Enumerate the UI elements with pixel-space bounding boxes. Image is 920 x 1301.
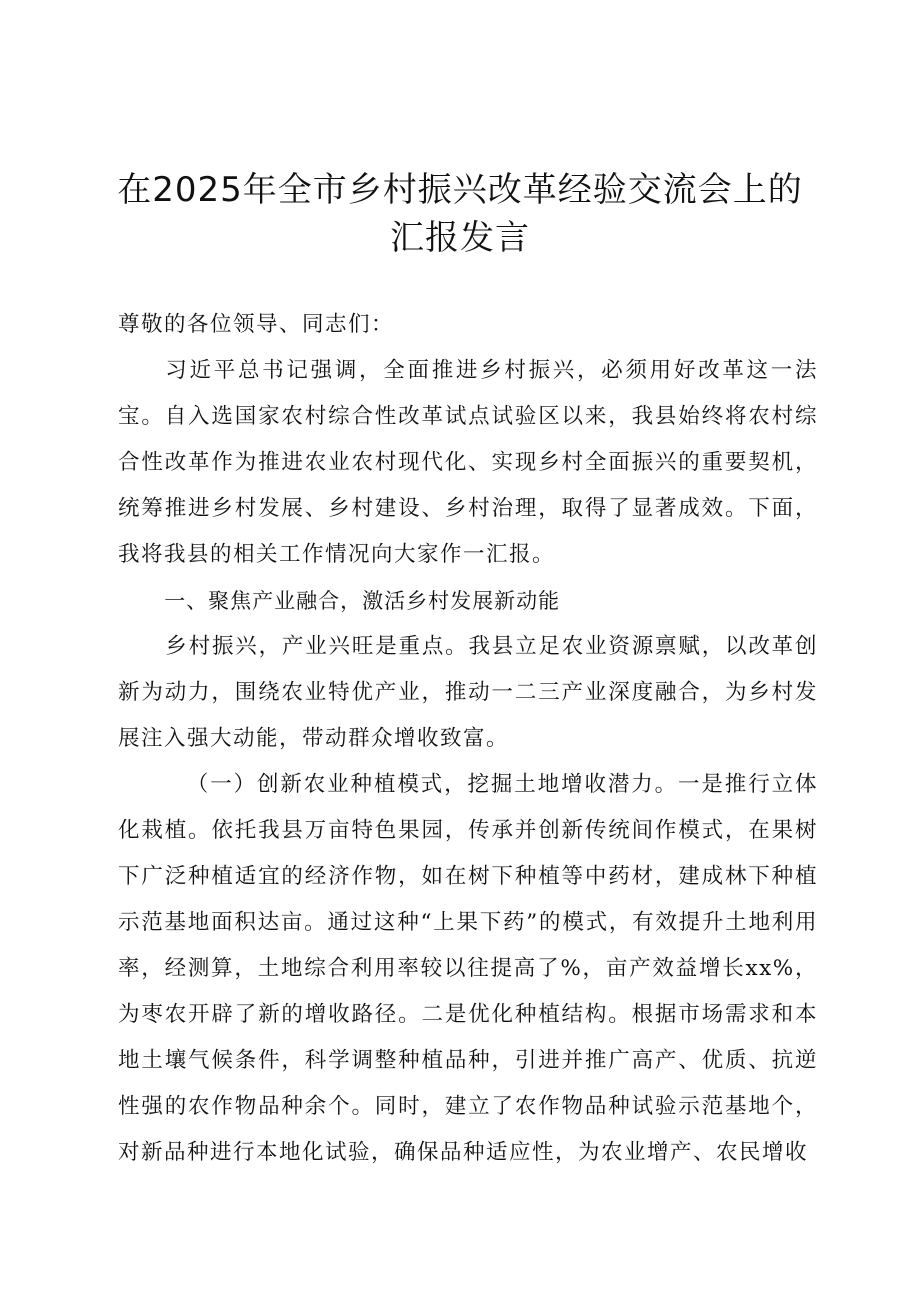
section-1-subsection-1-paragraph: （一）创新农业种植模式，挖掘土地增收潜力。一是推行立体化栽植。依托我县万亩特色果园，传承并创新传统间作模式，在果树下广泛种植适宜的经济作物，如在树下种植等中药材，建成林下种植示范基地面积达亩。通过这种“上果下药”的模式，有效提升土地利用率，经测算，土地综合利用率较以往提高了%，亩产效益增长xx%，为枣农开辟了新的增收路径。二是优化种植结构。根据市场需求和本地土壤气候条件，科学调整种植品种，引进并推广高产、优质、抗逆性强的农作物品种余个。同时，建立了农作物品种试验示范基地个，对新品种进行本地化试验，确保品种适应性，为农业增产、农民增收 xyxy=(118,772,818,1165)
salutation: 尊敬的各位领导、同志们： xyxy=(118,312,395,337)
section-1-intro-paragraph: 乡村振兴，产业兴旺是重点。我县立足农业资源禀赋，以改革创新为动力，围绕农业特优产业，推动一二三产业深度融合，为乡村发展注入强大动能，带动群众增收致富。 xyxy=(118,634,818,751)
title-line-2: 汇报发言 xyxy=(390,218,530,258)
document-title xyxy=(0,166,920,262)
title-line-1: 在2025年全市乡村振兴改革经验交流会上的 xyxy=(117,170,803,210)
document-body xyxy=(118,302,818,1176)
intro-paragraph: 习近平总书记强调，全面推进乡村振兴，必须用好改革这一法宝。自入选国家农村综合性改革试点试验区以来，我县始终将农村综合性改革作为推进农业农村现代化、实现乡村全面振兴的重要契机，统筹推进乡村发展、乡村建设、乡村治理，取得了显著成效。下面，我将我县的相关工作情况向大家作一汇报。 xyxy=(118,358,818,567)
section-1-heading: 一、聚焦产业融合，激活乡村发展新动能 xyxy=(164,589,561,613)
